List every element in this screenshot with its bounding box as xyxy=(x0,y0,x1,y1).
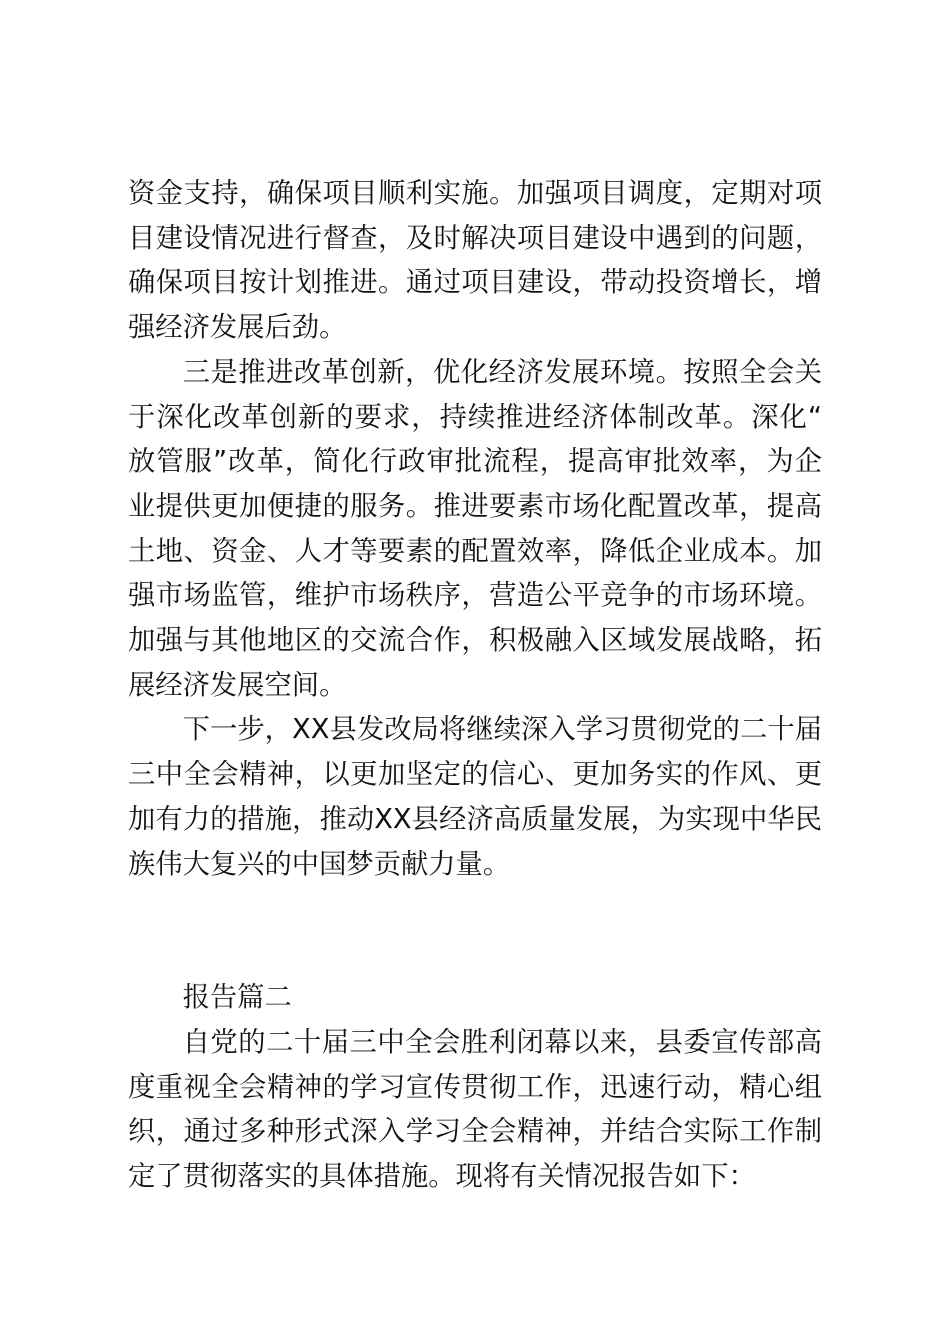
paragraph-reform-innovation: 三是推进改革创新，优化经济发展环境。按照全会关于深化改革创新的要求，持续推进经济体制改革。深化“放管服”改革，简化行政审批流程，提高审批效率，为企业提供更加便捷的服务。推进要素市场化配置改革，提高土地、资金、人才等要素的配置效率，降低企业成本。加强市场监管，维护市场秩序，营造公平竞争的市场环境。加强与其他地区的交流合作，积极融入区域发展战略，拓展经济发展空间。 xyxy=(128,356,822,701)
section-spacer xyxy=(128,887,822,976)
paragraph-report-intro: 自党的二十届三中全会胜利闭幕以来，县委宣传部高度重视全会精神的学习宣传贯彻工作，迅速行动，精心组织，通过多种形式深入学习全会精神，并结合实际工作制定了贯彻落实的具体措施。现将有关情况报告如下： xyxy=(128,1026,822,1193)
paragraph-project-funding: 资金支持，确保项目顺利实施。加强项目调度，定期对项目建设情况进行督查，及时解决项目建设中遇到的问题，确保项目按计划推进。通过项目建设，带动投资增长，增强经济发展后劲。 xyxy=(128,178,822,344)
section-heading: 报告篇二 xyxy=(182,982,292,1014)
paragraph-next-step: 下一步，XX县发改局将继续深入学习贯彻党的二十届三中全会精神，以更加坚定的信心、更加务实的作风、更加有力的措施，推动XX县经济高质量发展，为实现中华民族伟大复兴的中国梦贡献力量。 xyxy=(128,714,822,880)
document-body xyxy=(128,172,822,1200)
